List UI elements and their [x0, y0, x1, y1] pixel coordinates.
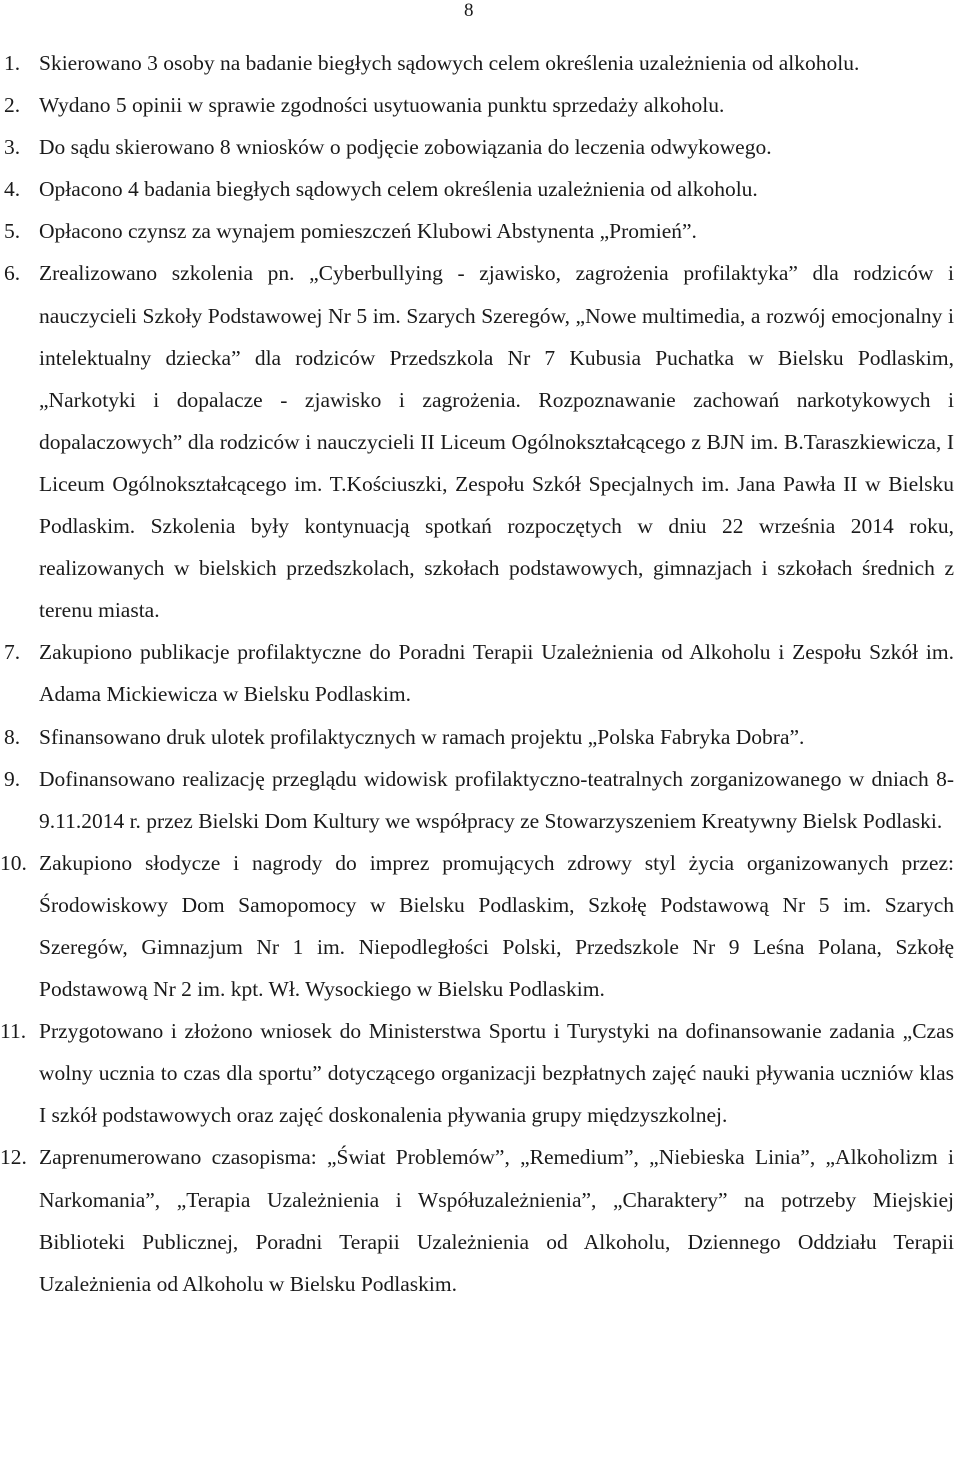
list-item — [0, 168, 960, 210]
list-item — [0, 84, 960, 126]
list-item-text: Zaprenumerowano czasopisma: „Świat Problemów”, „Remedium”, „Niebieska Linia”, „Alkoholizm i Narkomania”, „Terapia Uzależnienia i Współuzależnienia”, „Charaktery” na potrzeby Miejskiej Biblioteki Publicznej, Poradni Terapii Uzależnienia od Alkoholu, Dziennego Oddziału Terapii Uzależnienia od Alkoholu w Bielsku Podlaskim. — [39, 1145, 954, 1296]
list-item-number: 3. — [4, 135, 21, 160]
list-item — [0, 42, 960, 84]
list-item-number: 4. — [4, 177, 21, 202]
list-item-number: 10. — [0, 850, 27, 875]
list-item-number: 9. — [4, 766, 21, 791]
list-item-text: Sfinansowano druk ulotek profilaktycznych w ramach projektu „Polska Fabryka Dobra”. — [39, 724, 805, 749]
list-item — [0, 758, 960, 842]
list-item — [0, 1136, 960, 1304]
list-item-text: Wydano 5 opinii w sprawie zgodności usytuowania punktu sprzedaży alkoholu. — [39, 93, 725, 118]
list-item-number: 8. — [4, 724, 21, 749]
list-item — [0, 631, 960, 715]
list-item-number: 11. — [0, 1019, 27, 1044]
list-item-text: Zakupiono słodycze i nagrody do imprez promujących zdrowy styl życia organizowanych przez: Środowiskowy Dom Samopomocy w Bielsku Podlaskim, Szkołę Podstawową Nr 5 im. Szarych Szeregów, Gimnazjum Nr 1 im. Niepodległości Polski, Przedszkole Nr 9 Leśna Polana, Szkołę Podstawową Nr 2 im. kpt. Wł. Wysockiego w Bielsku Podlaskim. — [39, 850, 954, 1002]
list-item-text: Opłacono czynsz za wynajem pomieszczeń Klubowi Abstynenta „Promień”. — [39, 219, 697, 244]
list-item — [0, 716, 960, 758]
list-item-text: Dofinansowano realizację przeglądu widowisk profilaktyczno-teatralnych zorganizowanego w dniach 8-9.11.2014 r. przez Bielski Dom Kultury we współpracy ze Stowarzyszeniem Kreatywny Bielsk Podlaski. — [39, 766, 954, 833]
list-item-text: Zakupiono publikacje profilaktyczne do Poradni Terapii Uzależnienia od Alkoholu i Zespołu Szkół im. Adama Mickiewicza w Bielsku Podlaskim. — [39, 640, 954, 707]
list-item-number: 7. — [4, 640, 21, 665]
list-item-text: Przygotowano i złożono wniosek do Ministerstwa Sportu i Turystyki na dofinansowanie zadania „Czas wolny ucznia to czas dla sportu” dotyczącego organizacji bezpłatnych zajęć nauki pływania uczniów klas I szkół podstawowych oraz zajęć doskonalenia pływania grupy międzyszkolnej. — [39, 1019, 954, 1128]
page-number: 8 — [464, 0, 474, 21]
list-item-number: 5. — [4, 219, 21, 244]
activity-list — [0, 42, 960, 1305]
list-item — [0, 126, 960, 168]
list-item-text: Zrealizowano szkolenia pn. „Cyberbullying - zjawisko, zagrożenia profilaktyka” dla rodziców i nauczycieli Szkoły Podstawowej Nr 5 im. Szarych Szeregów, „Nowe multimedia, a rozwój emocjonalny i intelektualny dziecka” dla rodziców Przedszkola Nr 7 Kubusia Puchatka w Bielsku Podlaskim, „Narkotyki i dopalacze - zjawisko i zagrożenia. Rozpoznawanie zachowań narkotykowych i dopalaczowych” dla rodziców i nauczycieli II Liceum Ogólnokształcącego z BJN im. B.Taraszkiewicza, I Liceum Ogólnokształcącego im. T.Kościuszki, Zespołu Szkół Specjalnych im. Jana Pawła II w Bielsku Podlaskim. Szkolenia były kontynuacją spotkań rozpoczętych w dniu 22 września 2014 roku, realizowanych w bielskich przedszkolach, szkołach podstawowych, gimnazjach i szkołach średnich z terenu miasta. — [39, 261, 954, 623]
list-item — [0, 842, 960, 1010]
list-item-text: Opłacono 4 badania biegłych sądowych celem określenia uzależnienia od alkoholu. — [39, 177, 758, 202]
list-item — [0, 1010, 960, 1136]
list-item-text: Do sądu skierowano 8 wniosków o podjęcie zobowiązania do leczenia odwykowego. — [39, 135, 772, 160]
list-item-number: 6. — [4, 261, 21, 286]
list-item-number: 12. — [0, 1145, 27, 1170]
list-item — [0, 252, 960, 631]
list-item-number: 2. — [4, 93, 21, 118]
list-item-text: Skierowano 3 osoby na badanie biegłych sądowych celem określenia uzależnienia od alkoholu. — [39, 51, 860, 75]
list-item-number: 1. — [4, 51, 21, 75]
list-item — [0, 210, 960, 252]
